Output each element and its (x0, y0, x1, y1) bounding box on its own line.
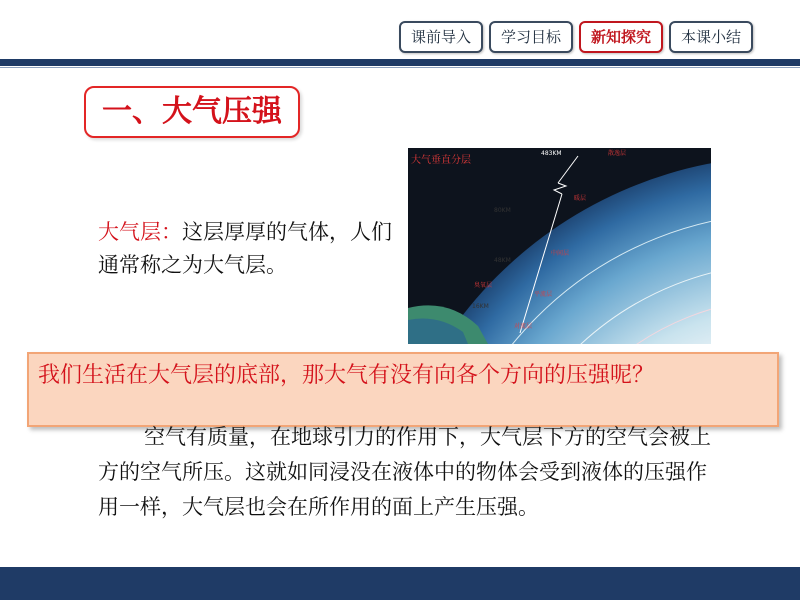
layer-label-stratosphere: 平流层 (534, 291, 553, 298)
section-nav (399, 21, 753, 53)
tab-summary[interactable]: 本课小结 (669, 21, 753, 53)
atmosphere-diagram (408, 148, 711, 344)
altitude-label-80km: 80KM (494, 207, 511, 214)
layer-label-thermosphere: 暖层 (574, 195, 587, 202)
layer-label-exosphere: 散逸层 (608, 150, 627, 157)
tab-explore[interactable]: 新知探究 (579, 21, 663, 53)
layer-label-troposphere: 对流层 (514, 323, 533, 330)
footer-bar (0, 567, 800, 600)
layer-label-ozone: 臭氧层 (474, 282, 493, 289)
definition-term: 大气层： (98, 220, 182, 244)
header-divider-line (0, 67, 800, 68)
layer-label-mesosphere: 中间层 (551, 250, 570, 257)
altitude-label-16km: 16KM (472, 303, 489, 310)
question-callout: 我们生活在大气层的底部，那大气有没有向各个方向的压强呢？ (27, 352, 779, 427)
tab-objectives[interactable]: 学习目标 (489, 21, 573, 53)
explanation-body: 空气有质量，在地球引力的作用下，大气层下方的空气会被上方的空气所压。这就如同浸没在液体中的物体会受到液体的压强作用一样，大气层也会在所作用的面上产生压强。 (98, 425, 711, 519)
altitude-label-483km: 483KM (541, 150, 562, 157)
definition-text (98, 216, 398, 282)
altitude-label-48km: 48KM (494, 257, 511, 264)
tab-intro[interactable]: 课前导入 (399, 21, 483, 53)
explanation-text (98, 420, 723, 525)
section-title: 一、大气压强 (84, 86, 300, 138)
diagram-title: 大气垂直分层 (411, 155, 471, 166)
definition-body: 这层厚厚的气体，人们通常称之为大气层。 (98, 220, 392, 277)
atmosphere-diagram-svg (408, 148, 711, 344)
header-divider (0, 59, 800, 66)
